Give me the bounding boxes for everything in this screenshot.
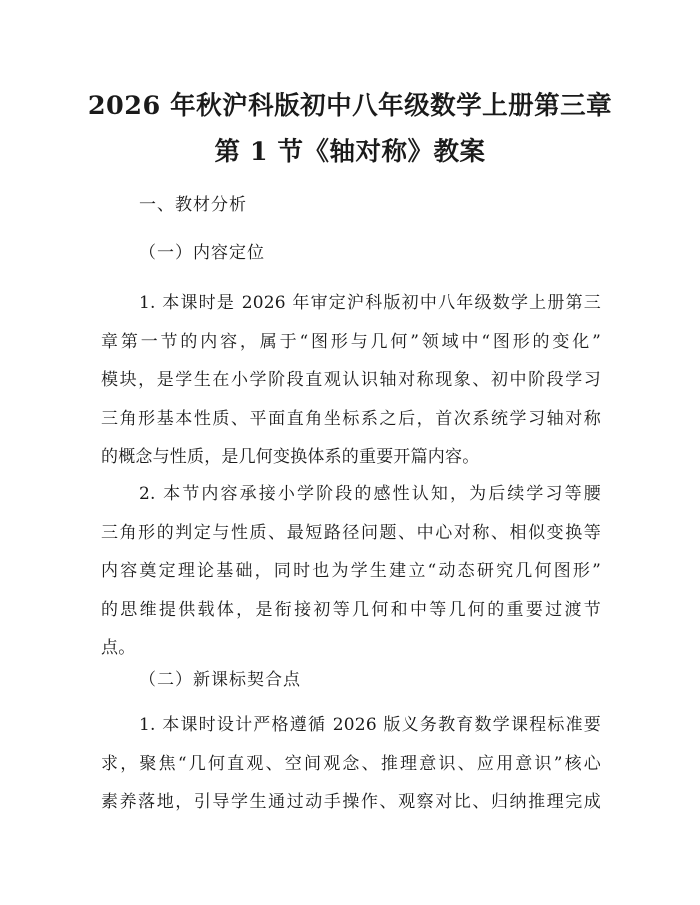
paragraph-1 (101, 284, 601, 477)
paragraph-line: 1. 本课时设计严格遵循 2026 版义务教育数学课程标准要 (139, 715, 601, 735)
paragraph-line: 三角形的判定与性质、最短路径问题、中心对称、相似变换等 (101, 522, 601, 543)
paragraph-line: 内容奠定理论基础，同时也为学生建立“动态研究几何图形” (101, 561, 601, 581)
paragraph-line: 三角形基本性质、平面直角坐标系之后，首次系统学习轴对称 (101, 408, 601, 429)
paragraph-3 (101, 706, 601, 822)
subsection-heading-new-curriculum-alignment: （二）新课标契合点 (139, 670, 301, 690)
paragraph-line: 素养落地，引导学生通过动手操作、观察对比、归纳推理完成 (101, 792, 601, 812)
paragraph-line: 模块，是学生在小学阶段直观认识轴对称现象、初中阶段学习 (101, 370, 601, 390)
paragraph-line: 的思维提供载体，是衔接初等几何和中等几何的重要过渡节 (101, 599, 601, 620)
section-heading-materials-analysis: 一、教材分析 (139, 195, 247, 215)
paragraph-line: 求，聚焦“几何直观、空间观念、推理意识、应用意识”核心 (101, 753, 601, 774)
paragraph-line: 1. 本课时是 2026 年审定沪科版初中八年级数学上册第三 (139, 293, 601, 313)
paragraph-line: 2. 本节内容承接小学阶段的感性认知，为后续学习等腰 (139, 484, 601, 504)
title-line-1: 2026 年秋沪科版初中八年级数学上册第三章 (87, 91, 613, 121)
paragraph-line: 点。 (101, 638, 136, 658)
paragraph-2 (101, 475, 601, 668)
paragraph-line: 的概念与性质，是几何变换体系的重要开篇内容。 (101, 447, 480, 467)
subsection-heading-content-positioning: （一）内容定位 (139, 243, 265, 263)
paragraph-line: 章第一节的内容，属于“图形与几何”领域中“图形的变化” (101, 331, 601, 352)
title-line-2: 第 1 节《轴对称》教案 (214, 137, 486, 167)
